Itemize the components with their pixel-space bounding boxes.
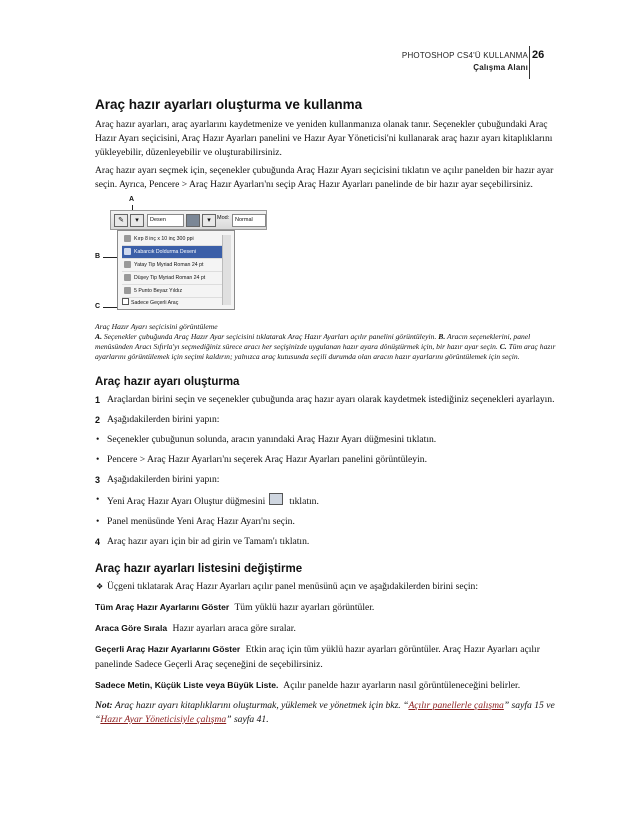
bullet-text: Yeni Araç Hazır Ayarı Oluştur düğmesini	[107, 496, 266, 508]
tool-preset-picker-button[interactable]: ▾	[130, 214, 144, 227]
option-definition	[95, 678, 570, 693]
caption-label: A.	[95, 332, 102, 342]
section-heading: Araç hazır ayarları listesini değiştirme	[95, 563, 303, 576]
option-desc: Etkin araç için tüm yüklü hazır ayarları görüntüler. Araç Hazır Ayarları açılır panelinde Sadece Geçerli Araç seçeneğini de seçebilirsiniz.	[95, 644, 540, 670]
page-number: 26	[532, 49, 545, 61]
header-title: PHOTOSHOP CS4'Ü KULLANMA	[401, 51, 528, 60]
option-desc: Açılır panelde hazır ayarların nasıl görüntüleneceğini belirler.	[283, 679, 521, 691]
section-heading: Araç hazır ayarları oluşturma ve kullanma	[95, 97, 363, 112]
caption-text: Seçenekler çubuğunda Araç Hazır Ayar seçicisini tıklatarak Araç Hazır Ayarları açılır panelini görüntüleyin.	[103, 332, 437, 342]
note-text: ” sayfa 41.	[226, 714, 269, 726]
step-number: 3	[95, 475, 101, 486]
bullet-item	[95, 515, 570, 529]
bullet: •	[96, 516, 100, 528]
option-definition	[95, 621, 570, 636]
option-term: Araca Göre Sırala	[95, 623, 168, 634]
checkbox-box[interactable]	[122, 298, 129, 305]
options-bar	[110, 210, 267, 230]
bullet-text: Pencere > Araç Hazır Ayarları'nı seçerek Araç Hazır Ayarları panelini görüntüleyin.	[107, 454, 427, 466]
tool-presets-popup-panel	[117, 230, 235, 310]
caption-text: Aracın seçeneklerini, panel menüsünden Aracı Sıfırla'yı seçmediğiniz sürece aracı her seçişinizde uygulanan hazır ayara dönüştürmek için, bir hazır ayar seçin.	[95, 332, 531, 352]
preset-label: Düşey Tip Myriad Roman 24 pt	[134, 275, 206, 282]
figure-tool-preset-picker	[95, 196, 570, 320]
bullet: •	[96, 454, 100, 466]
note-text: ” sayfa 15 ve “	[95, 700, 555, 726]
bullet-item	[95, 493, 570, 509]
step-text: Araç hazır ayarı için bir ad girin ve Tamam'ı tıklatın.	[107, 536, 310, 548]
vertical-type-icon	[124, 274, 131, 281]
step-number: 2	[95, 415, 101, 426]
note-paragraph	[95, 699, 570, 727]
crop-icon	[124, 235, 131, 242]
bullet-item	[95, 433, 570, 447]
preset-item[interactable]	[122, 272, 228, 285]
preset-label: 5 Punto Beyaz Yıldız	[134, 288, 183, 295]
pattern-swatch-icon[interactable]	[186, 214, 200, 227]
figure-caption	[95, 332, 570, 362]
pattern-menu-icon[interactable]: ▾	[202, 214, 216, 227]
header-section: Çalışma Alanı	[473, 63, 528, 72]
paragraph: Araç hazır ayarı seçmek için, seçenekler çubuğunda Araç Hazır Ayarı seçicisini tıklatın ve açılır panelden bir hazır ayar seçin. Ayrıca, Pencere > Araç Hazır Ayarları'nı seçip Araç Hazır Ayarları panelinde de bir hazır ayar seçebilirsiniz.	[95, 164, 554, 190]
paragraph: Araç hazır ayarları, araç ayarlarını kaydetmenize ve yeniden kullanmanıza olanak tanır. Seçenekler çubuğundaki Araç Hazır Ayarı seçicisini, Araç Hazır Ayarları panelini ve Hazır Ayar Yöneticisi'ni kullanarak araç hazır ayarı kitaplıklarını yükleyebilir, düzenleyebilir ve oluşturabilirsiniz.	[95, 119, 553, 159]
stamp-icon	[124, 248, 131, 255]
bullet-text: tıklatın.	[289, 496, 319, 508]
step-item	[95, 535, 570, 549]
bullet-text: Seçenekler çubuğunun solunda, aracın yanındaki Araç Hazır Ayarı düğmesini tıklatın.	[107, 434, 437, 446]
current-tool-only-checkbox[interactable]	[122, 298, 178, 306]
section-heading: Araç hazır ayarı oluşturma	[95, 376, 240, 389]
step-text: Aşağıdakilerden birini yapın:	[107, 414, 220, 426]
option-desc: Hazır ayarları araca göre sıralar.	[172, 623, 296, 635]
step-text: Araçlardan birini seçin ve seçenekler çubuğunda araç hazır ayarı olarak kaydetmek istediğiniz seçenekleri ayarlayın.	[107, 394, 555, 406]
diamond-icon: ❖	[96, 582, 104, 592]
bullet: •	[96, 494, 100, 506]
caption-label: B.	[438, 332, 446, 342]
note-text: Araç hazır ayarı kitaplıklarını oluşturmak, yüklemek ve yönetmek için bkz. “	[114, 700, 409, 712]
preset-item[interactable]	[122, 259, 228, 272]
preset-item[interactable]	[122, 285, 228, 298]
checkbox-label: Sadece Geçerli Araç	[131, 300, 179, 307]
panel-scrollbar[interactable]	[222, 235, 231, 305]
stamp-tool-icon[interactable]: ✎	[114, 214, 128, 227]
step-item	[95, 393, 570, 407]
preset-item[interactable]	[122, 233, 228, 246]
header-divider	[529, 46, 530, 79]
step-item	[95, 473, 570, 487]
option-term: Sadece Metin, Küçük Liste veya Büyük Liste.	[95, 679, 279, 690]
instruction-text: Üçgeni tıklatarak Araç Hazır Ayarları açılır panel menüsünü açın ve aşağıdakilerden birini seçin:	[107, 581, 478, 593]
shape-icon	[124, 287, 131, 294]
source-dropdown[interactable]: Desen	[147, 214, 184, 227]
preset-label: Yatay Tip Myriad Roman 24 pt	[134, 262, 204, 269]
running-header	[402, 50, 528, 74]
preset-item-selected[interactable]	[122, 246, 228, 259]
option-definition	[95, 600, 570, 615]
preset-label: Kırp 8 inç x 10 inç 300 ppi	[134, 236, 194, 243]
type-icon	[124, 261, 131, 268]
step-item	[95, 413, 570, 427]
bullet: •	[96, 434, 100, 446]
note-label: Not:	[95, 700, 113, 712]
option-desc: Tüm yüklü hazır ayarları görüntüler.	[234, 602, 375, 614]
step-number: 4	[95, 537, 101, 548]
caption-label: C.	[499, 342, 507, 352]
callout-b: B	[95, 253, 101, 261]
callout-c: C	[95, 303, 101, 311]
bullet-text: Panel menüsünde Yeni Araç Hazır Ayarı'nı seçin.	[107, 516, 295, 528]
step-text: Aşağıdakilerden birini yapın:	[107, 474, 220, 486]
figure-caption-title: Araç Hazır Ayarı seçicisini görüntüleme	[95, 322, 218, 332]
option-term: Tüm Araç Hazır Ayarlarını Göster	[95, 602, 230, 613]
mode-select[interactable]: Normal	[232, 214, 266, 227]
cross-reference-link[interactable]: Açılır panellerle çalışma	[408, 700, 504, 712]
callout-a: A	[129, 196, 135, 204]
option-term: Geçerli Araç Hazır Ayarlarını Göster	[95, 644, 241, 655]
page-content	[95, 97, 570, 730]
option-definition	[95, 642, 570, 671]
mode-label: Mod:	[217, 215, 230, 222]
step-number: 1	[95, 395, 101, 406]
instruction-item	[95, 580, 570, 594]
preset-label: Kabarcık Doldurma Deseni	[134, 249, 196, 256]
caption-text: Tüm araç hazır ayarlarını görüntülemek için seçimi kaldırın; yalnızca araç kutusunda seçili durumda olan aracın hazır ayarlarını görüntülemek için seçin.	[95, 342, 556, 362]
bullet-item	[95, 453, 570, 467]
new-preset-icon	[269, 493, 283, 505]
cross-reference-link[interactable]: Hazır Ayar Yöneticisiyle çalışma	[100, 714, 227, 726]
